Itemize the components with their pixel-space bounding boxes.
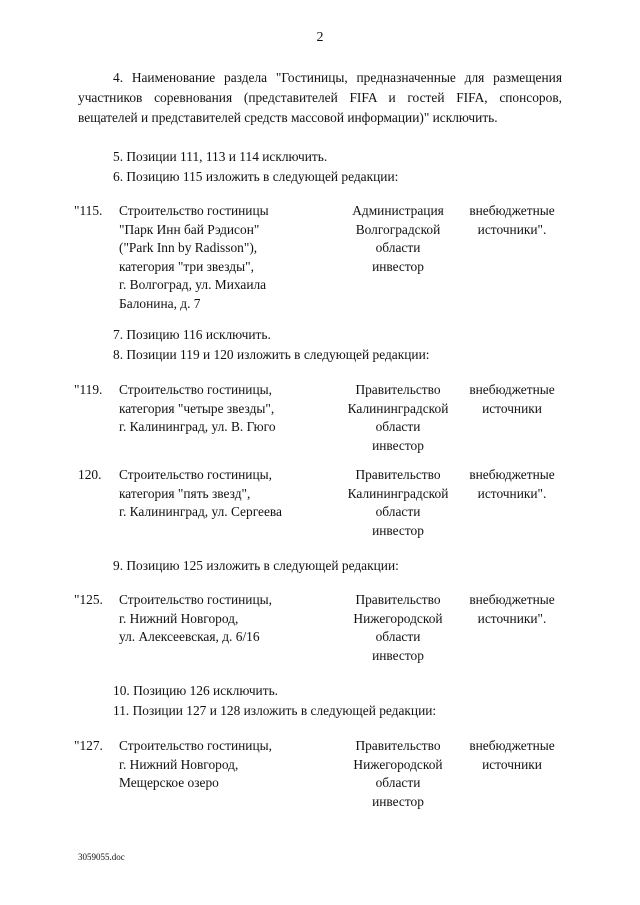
position-description	[119, 466, 334, 522]
description-line: г. Калининград, ул. Сергеева	[119, 504, 282, 520]
responsible-line: области	[375, 240, 421, 256]
item-11: 11. Позиции 127 и 128 изложить в следующей редакции:	[113, 703, 437, 718]
responsible-line: инвестор	[372, 522, 424, 538]
description-line: Балонина, д. 7	[119, 295, 201, 311]
responsible-party	[332, 381, 464, 455]
funding-source	[460, 202, 564, 239]
responsible-line: Калининградской	[347, 400, 449, 416]
funding-source	[460, 381, 564, 418]
description-line: категория "три звезды",	[119, 258, 254, 274]
file-name-footer: 3059055.doc	[78, 852, 125, 862]
position-number: "125.	[74, 592, 103, 607]
description-line: Строительство гостиницы,	[119, 467, 272, 482]
funding-line: внебюджетные	[469, 738, 555, 753]
description-line: категория "пять звезд",	[119, 485, 251, 501]
funding-line: источники".	[477, 610, 547, 626]
funding-line: внебюджетные	[469, 467, 555, 482]
description-line: категория "четыре звезды",	[119, 400, 275, 416]
description-line: г. Калининград, ул. В. Гюго	[119, 419, 276, 435]
funding-line: внебюджетные	[469, 592, 555, 607]
responsible-line: Правительство	[355, 382, 441, 397]
responsible-line: Правительство	[355, 467, 441, 482]
description-line: Строительство гостиницы,	[119, 592, 272, 607]
funding-line: источники	[482, 400, 542, 416]
position-description	[119, 202, 334, 314]
funding-source	[460, 466, 564, 503]
responsible-line: области	[375, 419, 421, 435]
description-line: ("Park Inn by Radisson"),	[119, 240, 258, 256]
funding-line: внебюджетные	[469, 203, 555, 218]
responsible-line: области	[375, 775, 421, 791]
item-9: 9. Позицию 125 изложить в следующей редакции:	[113, 558, 399, 573]
responsible-line: Нижегородской	[353, 610, 443, 626]
item-10: 10. Позицию 126 исключить.	[113, 683, 279, 698]
position-number: "115.	[74, 203, 103, 218]
description-line: "Парк Инн бай Рэдисон"	[119, 221, 260, 237]
responsible-party	[332, 202, 464, 276]
responsible-party	[332, 466, 464, 540]
position-number: "119.	[74, 382, 103, 397]
responsible-line: Волгоградской	[355, 221, 441, 237]
description-line: Строительство гостиницы,	[119, 382, 272, 397]
responsible-line: Нижегородской	[353, 756, 443, 772]
description-line: г. Нижний Новгород,	[119, 756, 239, 772]
item-8: 8. Позиции 119 и 120 изложить в следующей редакции:	[113, 347, 430, 362]
funding-line: источники	[482, 756, 542, 772]
funding-line: источники".	[477, 221, 547, 237]
paragraph-4: 4. Наименование раздела "Гостиницы, предназначенные для размещения участников соревнования (представителей FIFA и гостей FIFA, спонсоров, вещателей и представителей средств массовой информации)" исключить.	[78, 70, 562, 125]
responsible-line: инвестор	[372, 258, 424, 274]
funding-line: внебюджетные	[469, 382, 555, 397]
description-line: Мещерское озеро	[119, 775, 219, 791]
item-7: 7. Позицию 116 исключить.	[113, 327, 271, 342]
responsible-party	[332, 737, 464, 811]
description-line: г. Нижний Новгород,	[119, 610, 239, 626]
position-number: 120.	[78, 467, 102, 482]
responsible-line: Правительство	[355, 738, 441, 753]
description-line: Строительство гостиницы	[119, 203, 269, 218]
funding-line: источники".	[477, 485, 547, 501]
funding-source	[460, 737, 564, 774]
responsible-line: области	[375, 504, 421, 520]
description-line: г. Волгоград, ул. Михаила	[119, 277, 267, 293]
description-line: ул. Алексеевская, д. 6/16	[119, 629, 260, 645]
position-number: "127.	[74, 738, 103, 753]
description-line: Строительство гостиницы,	[119, 738, 272, 753]
responsible-line: Калининградской	[347, 485, 449, 501]
responsible-line: Правительство	[355, 592, 441, 607]
responsible-line: Администрация	[352, 203, 444, 218]
responsible-line: инвестор	[372, 437, 424, 453]
item-5: 5. Позиции 111, 113 и 114 исключить.	[113, 149, 328, 164]
responsible-party	[332, 591, 464, 665]
position-description	[119, 737, 334, 793]
item-6: 6. Позицию 115 изложить в следующей редакции:	[113, 169, 399, 184]
funding-source	[460, 591, 564, 628]
responsible-line: инвестор	[372, 647, 424, 663]
position-description	[119, 591, 334, 647]
responsible-line: инвестор	[372, 793, 424, 809]
page-number: 2	[316, 30, 324, 45]
position-description	[119, 381, 334, 437]
responsible-line: области	[375, 629, 421, 645]
